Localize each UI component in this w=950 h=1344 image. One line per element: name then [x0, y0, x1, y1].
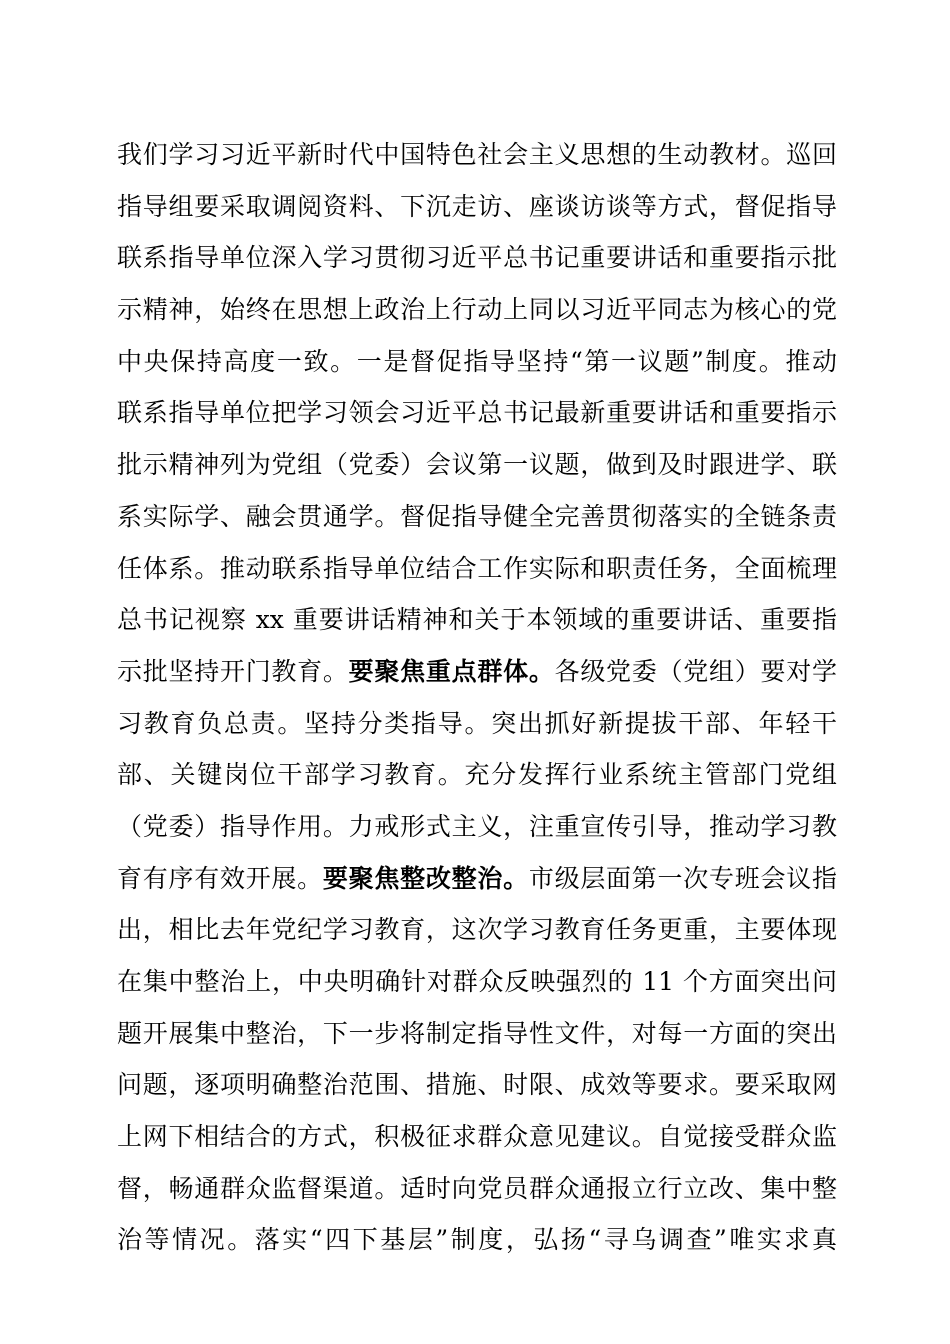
paragraph-text: 示批坚持开门教育。: [117, 656, 349, 686]
paragraph-text: 育有序有效开展。: [117, 863, 323, 893]
text-line: [117, 956, 837, 1008]
text-line: [117, 439, 837, 491]
paragraph-text: 指导组要采取调阅资料、下沉走访、座谈访谈等方式，督促指导: [117, 191, 837, 221]
paragraph-text: 系实际学、融会贯通学。督促指导健全完善贯彻落实的全链条责: [117, 501, 837, 531]
text-line: [117, 594, 837, 646]
text-line: [117, 387, 837, 439]
text-line: [117, 904, 837, 956]
paragraph-text: 联系指导单位深入学习贯彻习近平总书记重要讲话和重要指示批: [117, 243, 837, 273]
bold-heading-text: 要聚焦重点群体。: [348, 656, 555, 686]
paragraph-text: 在集中整治上，中央明确针对群众反映强烈的 11 个方面突出问: [117, 967, 837, 996]
text-line: [117, 232, 837, 284]
paragraph-text: 任体系。推动联系指导单位结合工作实际和职责任务，全面梳理: [117, 553, 837, 583]
paragraph-text: 部、关键岗位干部学习教育。充分发挥行业系统主管部门党组: [117, 760, 837, 790]
text-line: [117, 543, 837, 595]
paragraph-text: 治等情况。落实“四下基层”制度，弘扬“寻乌调查”唯实求真: [117, 1225, 837, 1255]
text-line: [117, 1059, 837, 1111]
body-text: [117, 129, 837, 1266]
text-line: [117, 1163, 837, 1215]
text-line: [117, 129, 837, 181]
text-line: [117, 1008, 837, 1060]
text-line: [117, 336, 837, 388]
paragraph-text: 联系指导单位把学习领会习近平总书记最新重要讲话和重要指示: [117, 398, 837, 428]
text-line: [117, 1111, 837, 1163]
paragraph-text: 示精神，始终在思想上政治上行动上同以习近平同志为核心的党: [117, 295, 837, 325]
text-line: [117, 284, 837, 336]
text-line: [117, 646, 837, 698]
paragraph-text: 上网下相结合的方式，积极征求群众意见建议。自觉接受群众监: [117, 1122, 837, 1152]
paragraph-text: 督，畅通群众监督渠道。适时向党员群众通报立行立改、集中整: [117, 1173, 837, 1203]
paragraph-text: 出，相比去年党纪学习教育，这次学习教育任务更重，主要体现: [117, 915, 837, 945]
paragraph-text: 总书记视察 xx 重要讲话精神和关于本领域的重要讲话、重要指: [117, 605, 837, 635]
text-line: [117, 491, 837, 543]
text-line: [117, 181, 837, 233]
text-line: [117, 698, 837, 750]
paragraph-text: 习教育负总责。坚持分类指导。突出抓好新提拔干部、年轻干: [117, 708, 837, 738]
paragraph-text: 批示精神列为党组（党委）会议第一议题，做到及时跟进学、联: [117, 450, 837, 480]
text-line: [117, 1214, 837, 1266]
text-line: [117, 749, 837, 801]
text-line: [117, 853, 837, 905]
paragraph-text: 题开展集中整治，下一步将制定指导性文件，对每一方面的突出: [117, 1018, 837, 1048]
paragraph-text: 中央保持高度一致。一是督促指导坚持“第一议题”制度。推动: [117, 346, 837, 376]
paragraph-text: （党委）指导作用。力戒形式主义，注重宣传引导，推动学习教: [117, 811, 837, 841]
paragraph-text: 市级层面第一次专班会议指: [528, 863, 837, 893]
paragraph-text: 各级党委（党组）要对学: [554, 656, 837, 686]
text-line: [117, 801, 837, 853]
paragraph-text: 问题，逐项明确整治范围、措施、时限、成效等要求。要采取网: [117, 1070, 837, 1100]
bold-heading-text: 要聚焦整改整治。: [322, 863, 529, 893]
paragraph-text: 我们学习习近平新时代中国特色社会主义思想的生动教材。巡回: [117, 140, 837, 169]
